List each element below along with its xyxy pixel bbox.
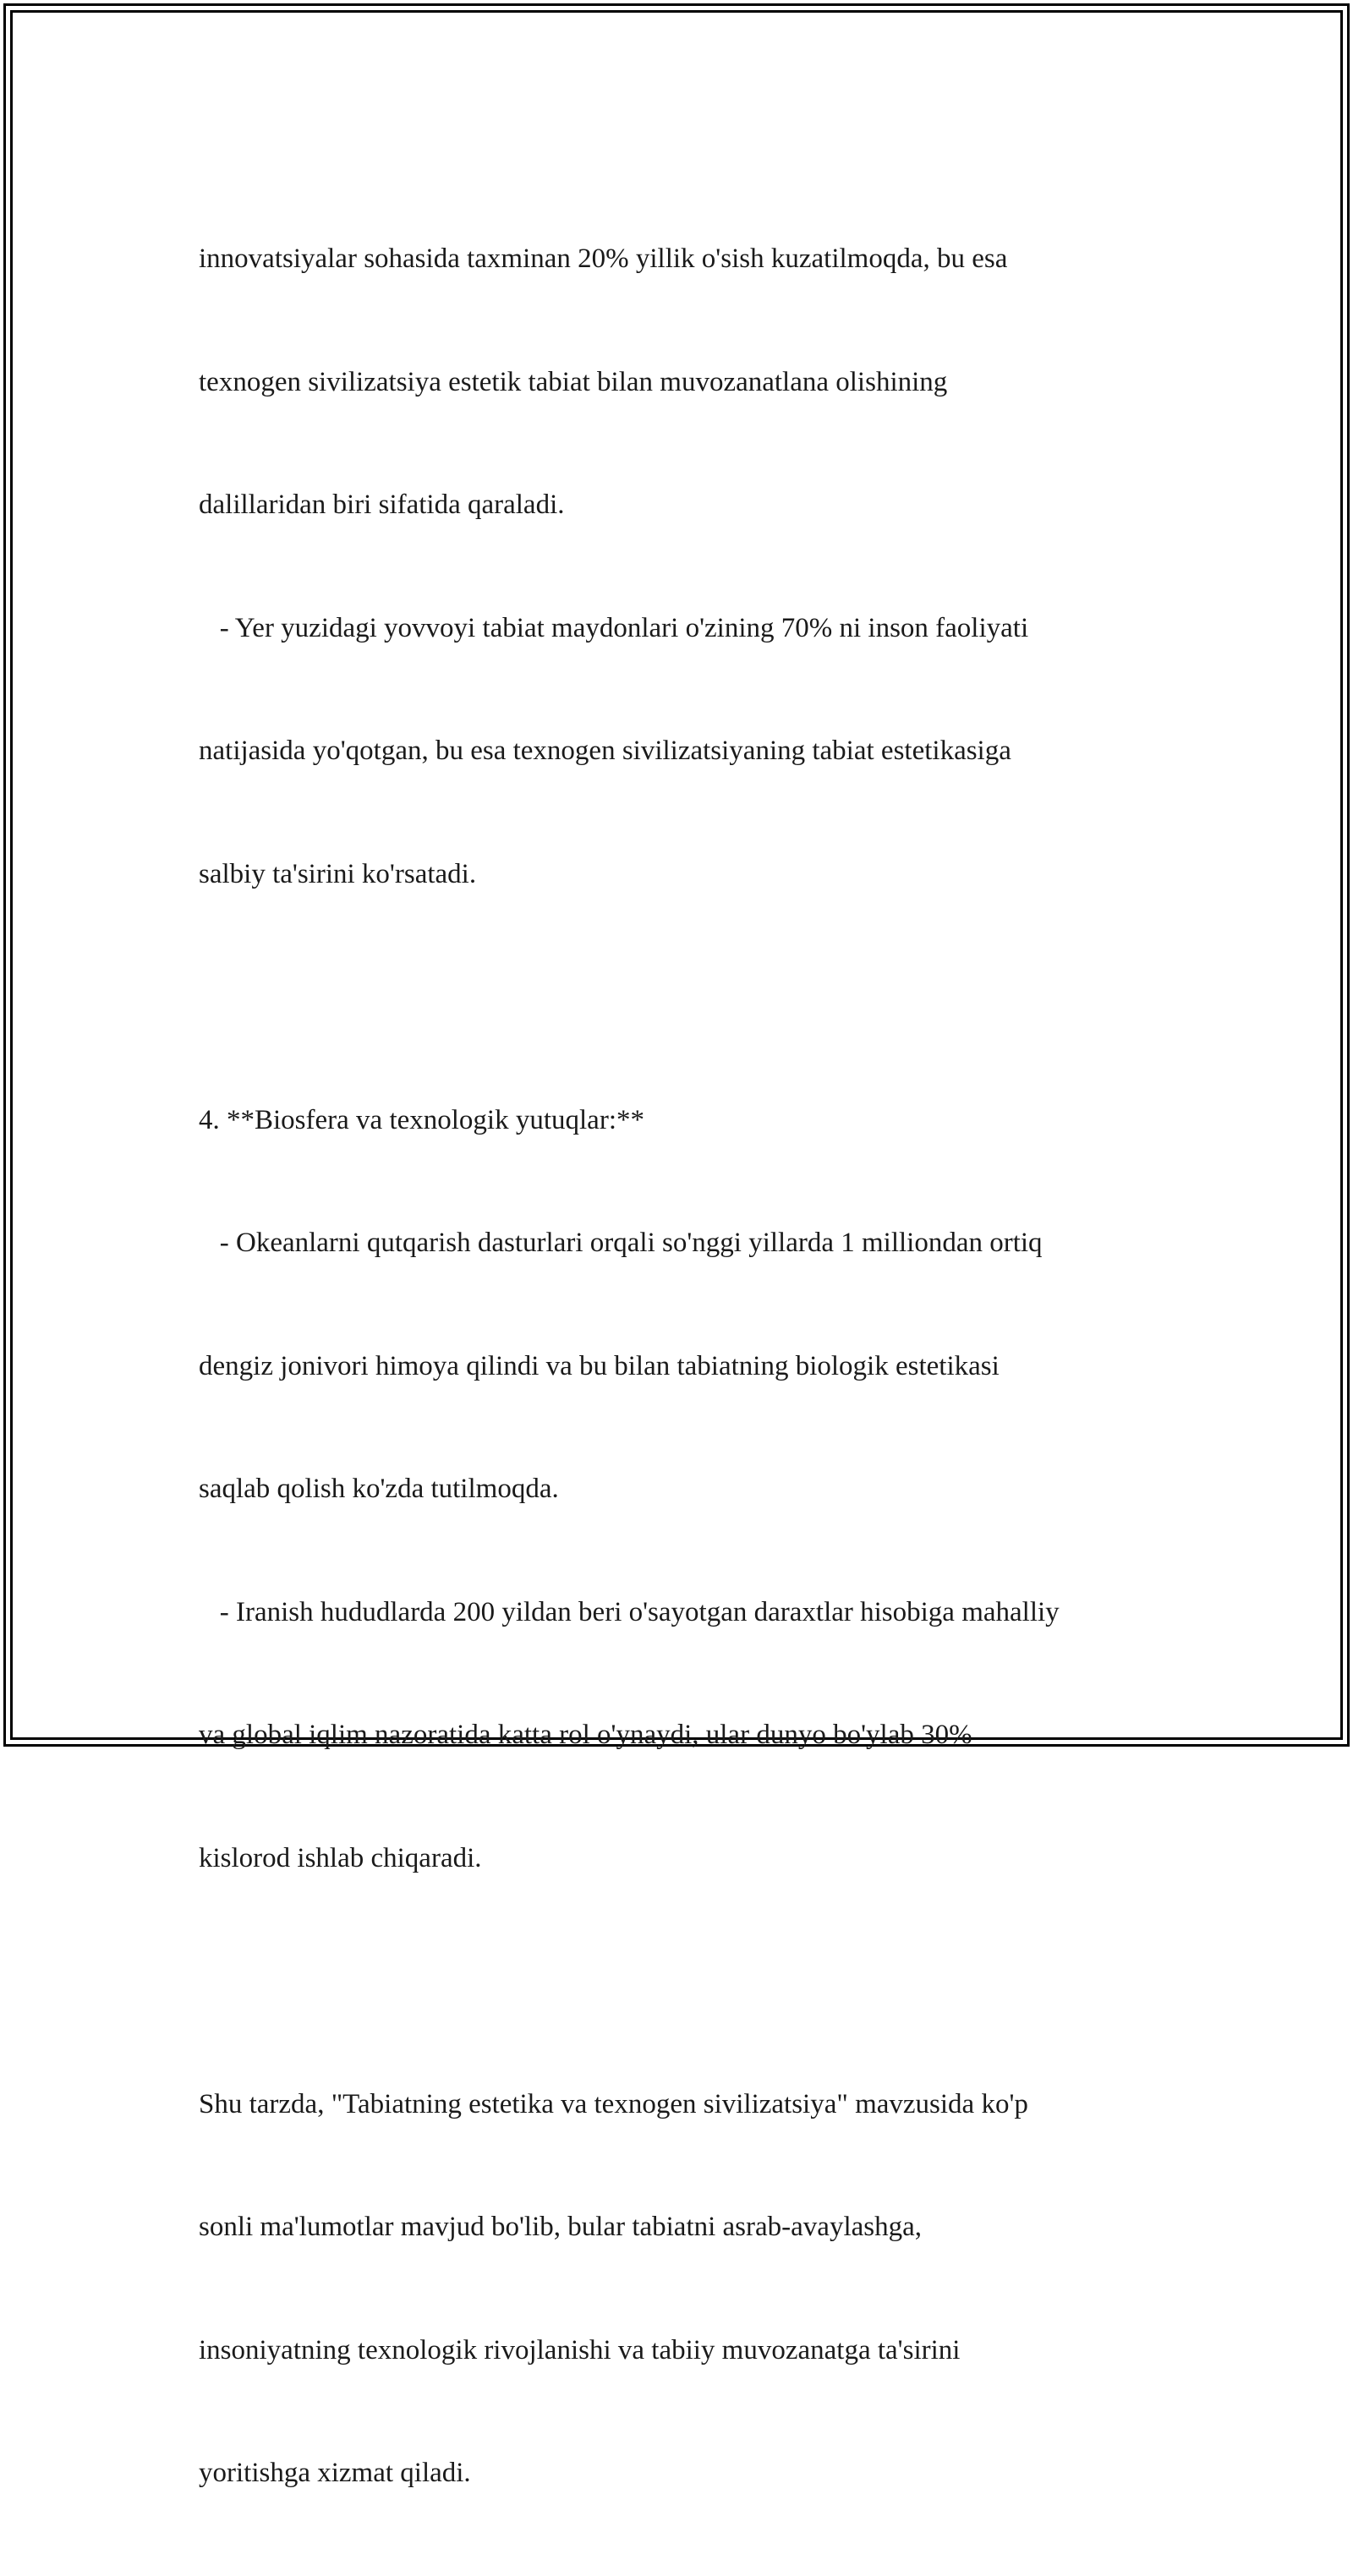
text-line: insoniyatning texnologik rivojlanishi va tabiiy muvozanatga ta'sirini [199, 2334, 961, 2365]
text-line: - Okeanlarni qutqarish dasturlari orqali so'nggi yillarda 1 milliondan ortiq [199, 1228, 1043, 1258]
paragraph-conclusion [199, 2002, 1180, 2576]
text-line: natijasida yo'qotgan, bu esa texnogen sivilizatsiyaning tabiat estetikasiga [199, 736, 1011, 766]
text-line: kislorod ishlab chiqaradi. [199, 1842, 482, 1873]
text-line: Shu tarzda, "Tabiatning estetika va texnogen sivilizatsiya" mavzusida ko'p [199, 2088, 1028, 2119]
paragraph-biosphere [199, 1018, 1180, 1961]
text-line: yoritishga xizmat qiladi. [199, 2458, 471, 2488]
text-line: - Yer yuzidagi yovvoyi tabiat maydonlari o'zining 70% ni inson faoliyati [199, 612, 1029, 643]
text-line: - Iranish hududlarda 200 yildan beri o'sayotgan daraxtlar hisobiga mahalliy [199, 1596, 1060, 1627]
document-body [199, 156, 1180, 2576]
text-line: dalillaridan biri sifatida qaraladi. [199, 489, 565, 520]
paragraph-gap [199, 976, 1180, 1018]
section-heading: 4. **Biosfera va texnologik yutuqlar:** [199, 1104, 644, 1135]
text-line: texnogen sivilizatsiya estetik tabiat bilan muvozanatlana olishining [199, 366, 948, 397]
text-line: dengiz jonivori himoya qilindi va bu bilan tabiatning biologik estetikasi [199, 1350, 1000, 1381]
text-line: innovatsiyalar sohasida taxminan 20% yillik o'sish kuzatilmoqda, bu esa [199, 243, 1008, 274]
paragraph-innovation [199, 156, 1180, 976]
text-line: salbiy ta'sirini ko'rsatadi. [199, 858, 477, 889]
paragraph-gap [199, 1961, 1180, 2002]
text-line: saqlab qolish ko'zda tutilmoqda. [199, 1474, 559, 1504]
text-line: va global iqlim nazoratida katta rol o'ynaydi, ular dunyo bo'ylab 30% [199, 1720, 972, 1750]
text-line: sonli ma'lumotlar mavjud bo'lib, bular tabiatni asrab-avaylashga, [199, 2212, 923, 2242]
